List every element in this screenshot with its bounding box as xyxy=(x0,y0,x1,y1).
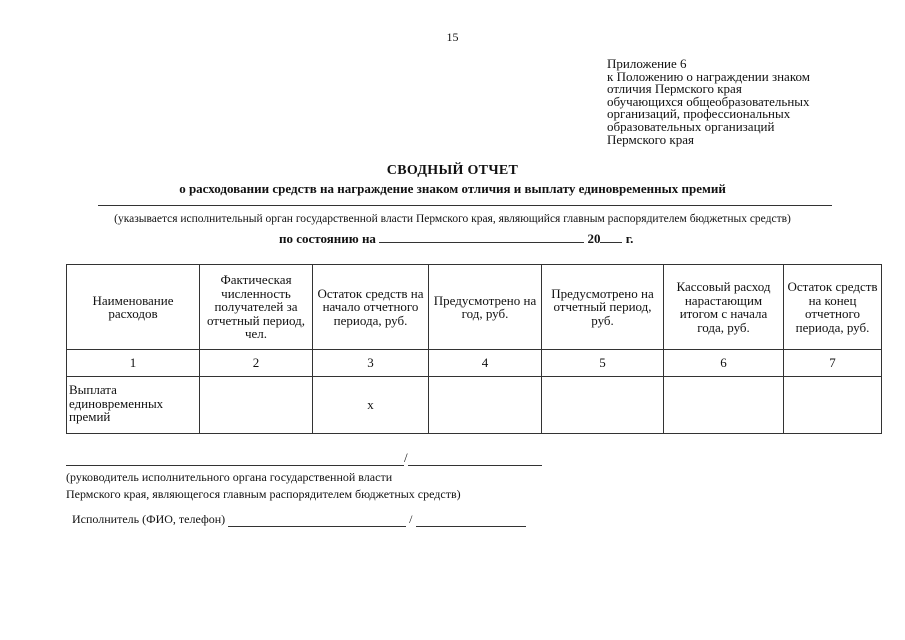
org-blank-line xyxy=(98,205,832,206)
table-cell xyxy=(200,377,313,434)
signature-caption xyxy=(66,469,461,503)
table-header-cell: Остаток средств на начало отчетного периода, руб. xyxy=(313,265,429,350)
column-number-cell: 5 xyxy=(542,350,664,377)
table-cell: х xyxy=(313,377,429,434)
table-row xyxy=(67,377,882,434)
annex-line: организаций, профессиональных xyxy=(607,106,791,122)
table-header-cell: Предусмотрено на год, руб. xyxy=(429,265,542,350)
executor-phone-blank xyxy=(416,514,526,527)
signature-line xyxy=(66,450,542,466)
executor-line xyxy=(72,512,526,527)
table-header-cell: Остаток средств на конец отчетного периода, руб. xyxy=(784,265,882,350)
column-number-cell: 3 xyxy=(313,350,429,377)
annex-line: Пермского края xyxy=(607,131,694,147)
executor-separator: / xyxy=(409,512,413,526)
document-subtitle: о расходовании средств на награждение знаком отличия и выплату единовременных премий xyxy=(179,181,726,196)
signature-caption-line: (руководитель исполнительного органа государственной власти xyxy=(66,470,393,484)
table-header-cell: Фактическая численность получателей за отчетный период, чел. xyxy=(200,265,313,350)
date-blank xyxy=(379,242,584,243)
signature-separator: / xyxy=(404,450,408,465)
row-name-cell: Выплата единовременных премий xyxy=(67,377,200,434)
signature-blank xyxy=(66,451,404,466)
org-caption: (указывается исполнительный орган государственной власти Пермского края, являющийся главным распорядителем бюджетных средств) xyxy=(114,213,791,225)
table-cell xyxy=(429,377,542,434)
name-blank xyxy=(408,451,542,466)
date-prefix: по состоянию на xyxy=(279,231,376,246)
table-header-cell: Наименование расходов xyxy=(67,265,200,350)
table-header-cell: Кассовый расход нарастающим итогом с начала года, руб. xyxy=(664,265,784,350)
year-blank xyxy=(600,242,622,243)
table-column-number-row xyxy=(67,350,882,377)
column-number-cell: 2 xyxy=(200,350,313,377)
column-number-cell: 4 xyxy=(429,350,542,377)
column-number-cell: 7 xyxy=(784,350,882,377)
year-prefix: 20 xyxy=(587,231,601,246)
table-header-cell: Предусмотрено на отчетный период, руб. xyxy=(542,265,664,350)
annex-line: отличия Пермского края xyxy=(607,81,742,97)
page-number: 15 xyxy=(446,30,459,44)
table-cell xyxy=(542,377,664,434)
table-cell xyxy=(784,377,882,434)
column-number-cell: 1 xyxy=(67,350,200,377)
date-line xyxy=(279,231,633,247)
document-title: СВОДНЫЙ ОТЧЕТ xyxy=(386,163,519,178)
annex-block xyxy=(607,58,887,146)
table-cell xyxy=(664,377,784,434)
report-table xyxy=(66,264,882,434)
executor-name-blank xyxy=(228,514,406,527)
annex-line: Приложение 6 xyxy=(607,56,687,71)
date-suffix: г. xyxy=(625,231,634,246)
annex-line: образовательных организаций xyxy=(607,118,775,134)
annex-line: обучающихся общеобразовательных xyxy=(607,93,810,109)
table-header-row xyxy=(67,265,882,350)
signature-caption-line: Пермского края, являющегося главным распорядителем бюджетных средств) xyxy=(66,487,461,501)
column-number-cell: 6 xyxy=(664,350,784,377)
executor-label: Исполнитель (ФИО, телефон) xyxy=(72,512,226,526)
annex-line: к Положению о награждении знаком xyxy=(607,68,810,84)
